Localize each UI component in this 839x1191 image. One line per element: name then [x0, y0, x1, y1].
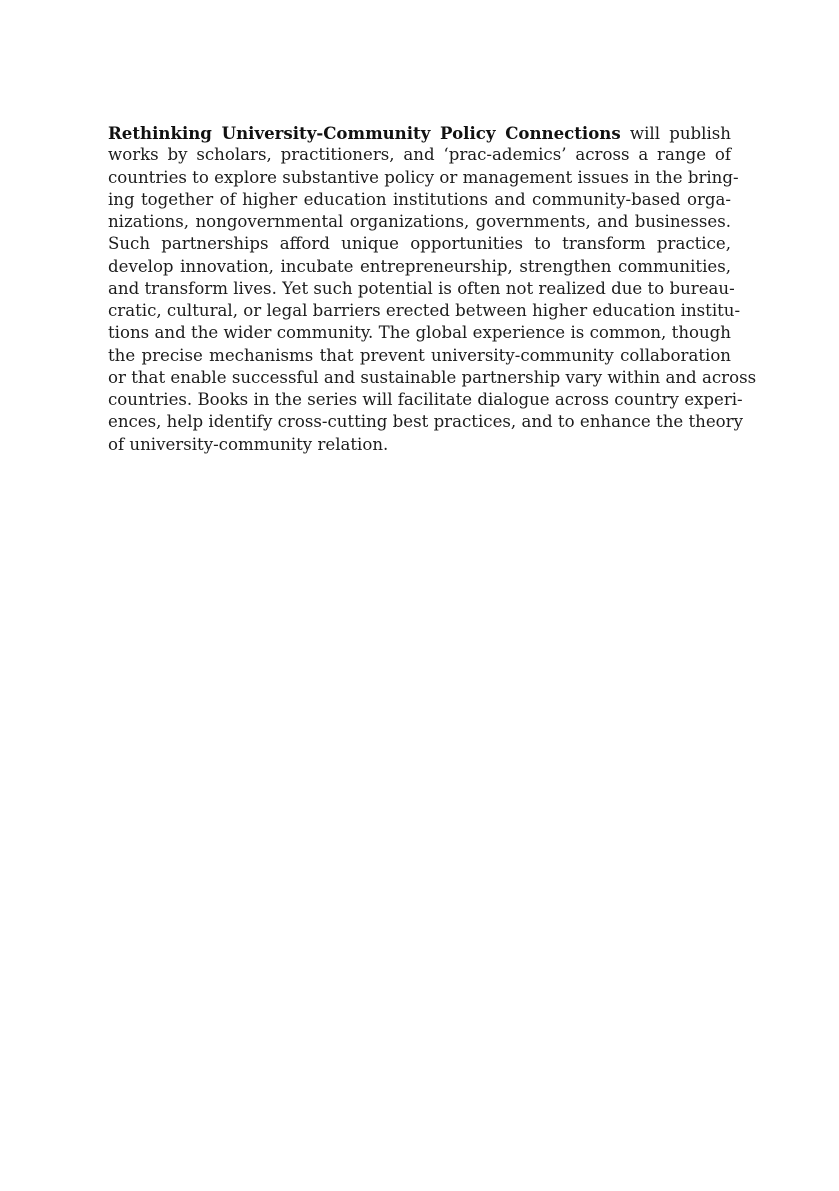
series-description — [108, 122, 757, 456]
text-line-5: nizations, nongovernmental organizations, governments, and businesses. — [108, 212, 731, 231]
text-line-1-rest: will publish — [620, 124, 731, 143]
text-line-2: works by scholars, practitioners, and ‘prac-ademics’ across a range of — [108, 145, 731, 165]
text-line-1 — [108, 122, 731, 144]
text-line-9: cratic, cultural, or legal barriers erected between higher education institu- — [108, 301, 741, 320]
series-title: Rethinking University-Community Policy Connections — [108, 123, 621, 143]
text-line-15: of university-community relation. — [108, 434, 389, 454]
text-line-7: develop innovation, incubate entrepreneurship, strengthen communities, — [108, 256, 731, 276]
text-line-3: countries to explore substantive policy or management issues in the bring- — [108, 167, 739, 187]
text-line-10: tions and the wider community. The global experience is common, though — [108, 323, 731, 343]
text-line-6: Such partnerships afford unique opportunities to transform practice, — [108, 234, 731, 254]
text-line-14: ences, help identify cross-cutting best practices, and to enhance the theory — [108, 412, 743, 432]
text-line-4: ing together of higher education institutions and community-based orga- — [108, 189, 731, 209]
text-line-13: countries. Books in the series will facilitate dialogue across country experi- — [108, 390, 743, 409]
text-line-8: and transform lives. Yet such potential is often not realized due to bureau- — [108, 278, 735, 298]
text-line-11: the precise mechanisms that prevent university-community collaboration — [108, 345, 731, 365]
text-line-12: or that enable successful and sustainable partnership vary within and across — [108, 367, 757, 387]
